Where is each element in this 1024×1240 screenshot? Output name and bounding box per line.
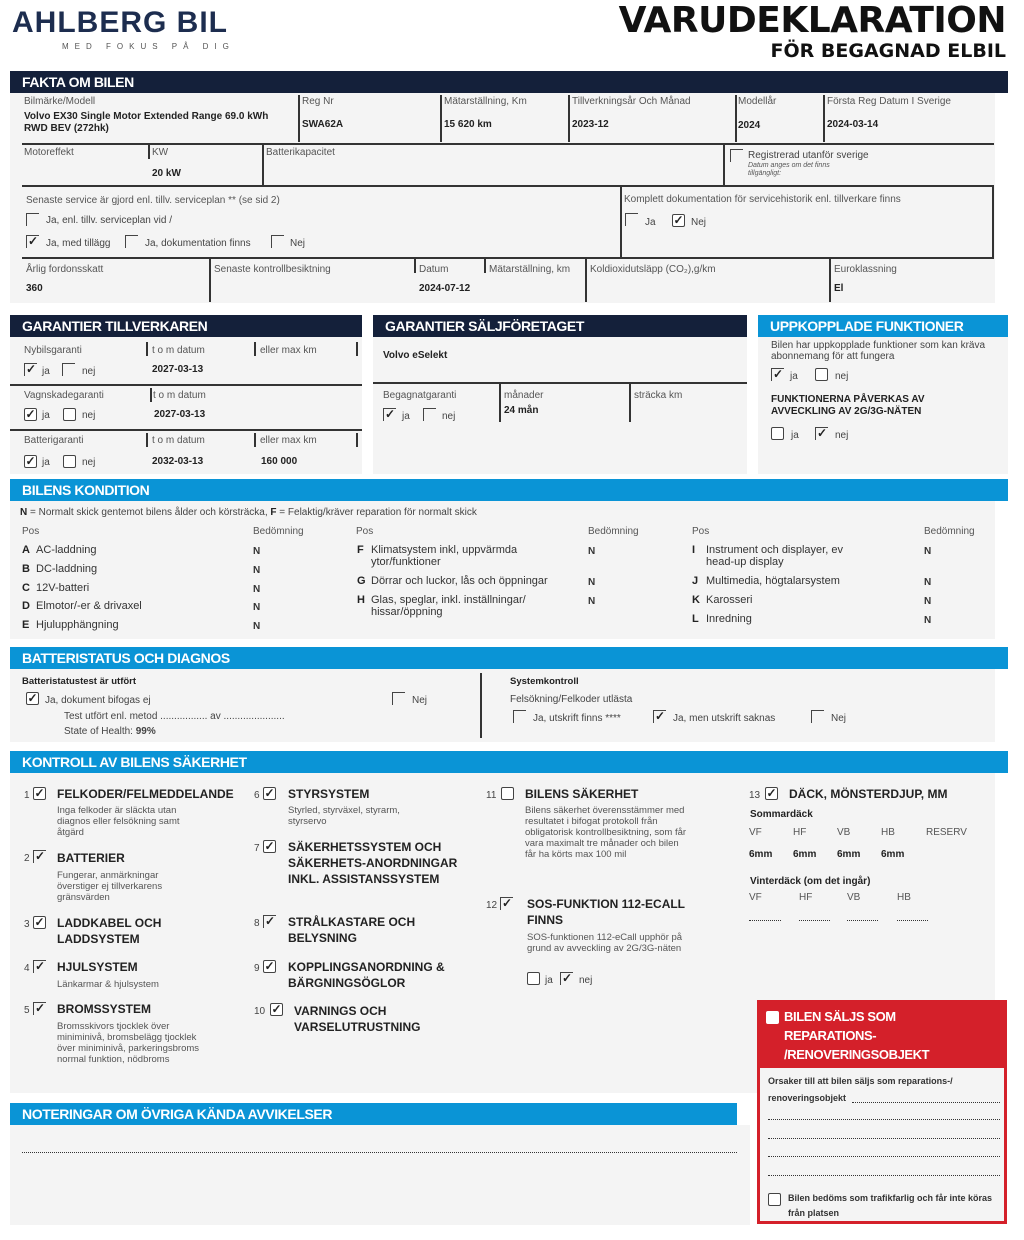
sys-opt3-label: Nej — [831, 713, 847, 724]
noteringar-header: NOTERINGAR OM ÖVRIGA KÄNDA AVVIKELSER — [10, 1103, 737, 1125]
condition-rating-e: N — [253, 621, 261, 632]
condition-label: Inredning — [706, 613, 752, 625]
safety-title-1: FELKODER/FELMEDDELANDE — [57, 787, 234, 801]
divider — [10, 384, 362, 386]
divider — [254, 433, 256, 447]
notes-line[interactable] — [22, 1152, 737, 1153]
safety-title-13: DÄCK, MÖNSTERDJUP, MM — [789, 787, 948, 801]
doc-history-label: Komplett dokumentation för servicehistorik enl. tillverkare finns — [624, 194, 901, 205]
summer-val-vf: 6mm — [749, 849, 773, 860]
safety-desc-5: Bromsskivors tjocklek över miniminivå, bromsbelägg tjocklek över miniminivå, parkeringsbroms normal funktion, nödbroms — [57, 1021, 200, 1065]
doc-ja-checkbox[interactable] — [625, 213, 638, 226]
divider — [356, 433, 358, 447]
batteri-nej-label: nej — [82, 457, 96, 468]
summer-col-hf: HF — [793, 827, 807, 838]
euro-value: El — [834, 283, 844, 294]
divider — [440, 95, 442, 142]
fakta-header: FAKTA OM BILEN — [10, 71, 1008, 93]
condition-rating-l: N — [924, 615, 932, 626]
safety-title-5: BROMSSYSTEM — [57, 1002, 152, 1016]
ecall-nej-checkbox[interactable]: ✓ — [561, 971, 573, 985]
nybil-date: 2027-03-13 — [152, 364, 204, 375]
divider — [480, 673, 482, 738]
winter-val-vf[interactable] — [749, 920, 781, 921]
divider — [484, 259, 486, 273]
system-check-sub: Felsökning/Felkoder utlästa — [510, 694, 633, 705]
vagnskada-tom-label: t o m datum — [153, 390, 206, 401]
model-value: Volvo EX30 Single Motor Extended Range 69.0 kWh RWD BEV (272hk) — [24, 111, 269, 134]
safety-desc-11: Bilens säkerhet överensstämmer med resultatet i bifogat protokoll från obligatorisk kontrollbesiktning, som får vara maximalt tre månader och bilen får ha körts max 100 mil — [525, 805, 687, 860]
rating-header-2: Bedömning — [588, 526, 639, 537]
used-warranty-nej-checkbox[interactable] — [423, 408, 436, 421]
condition-rating-k: N — [924, 596, 932, 607]
service-opt4-checkbox[interactable] — [271, 235, 284, 248]
repair-reason-line-5[interactable] — [768, 1175, 1000, 1176]
condition-pos: I — [692, 544, 696, 556]
condition-item-g — [357, 575, 548, 587]
legend-n-text: = Normalt skick gentemot bilens ålder och körsträcka, — [27, 507, 271, 518]
manufacture-value: 2023-12 — [572, 119, 609, 130]
pos-header-3: Pos — [692, 526, 710, 537]
reg-label: Reg Nr — [302, 96, 334, 107]
rating-header-3: Bedömning — [924, 526, 975, 537]
divider — [499, 384, 501, 422]
condition-label: Klimatsystem inkl, uppvärmda ytor/funktioner — [371, 544, 518, 568]
safety-title-2: BATTERIER — [57, 851, 125, 865]
ecall-nej-label: nej — [579, 975, 593, 986]
winter-col-vb: VB — [847, 892, 861, 903]
condition-label: AC-laddning — [36, 544, 97, 556]
safety-title-6: STYRSYSTEM — [288, 787, 370, 801]
network-nej-checkbox[interactable]: ✓ — [816, 426, 828, 440]
sys-opt2-label: Ja, men utskrift saknas — [673, 713, 776, 724]
condition-label: 12V-batteri — [36, 582, 90, 594]
divider — [373, 382, 747, 384]
safety-checkbox-8[interactable]: ✓ — [264, 914, 276, 928]
condition-label: Hjulupphängning — [36, 619, 119, 631]
divider — [568, 95, 570, 142]
network-nej-label: nej — [835, 430, 849, 441]
seller-warranty-program: Volvo eSelekt — [383, 350, 448, 361]
safety-num-7: 7 — [254, 843, 260, 854]
garantier-saljforetaget-header: GARANTIER SÄLJFÖRETAGET — [373, 315, 747, 337]
condition-pos: G — [357, 575, 366, 587]
safety-title-10: VARNINGS OCH VARSELUTRUSTNING — [294, 1004, 421, 1034]
condition-item-e — [22, 619, 119, 631]
soh-label: State of Health: — [64, 726, 136, 737]
safety-num-6: 6 — [254, 790, 260, 801]
safety-desc-4: Länkarmar & hjulsystem — [57, 979, 159, 990]
connected-ja-label: ja — [790, 371, 798, 382]
safety-num-3: 3 — [24, 919, 30, 930]
condition-pos: E — [22, 619, 30, 631]
state-of-health — [64, 726, 156, 737]
ecall-ja-label: ja — [545, 975, 553, 986]
condition-item-k — [692, 594, 752, 606]
service-opt3-checkbox[interactable] — [125, 235, 138, 248]
battery-test-title: Batteristatustest är utfört — [22, 676, 137, 687]
summer-tyres-label: Sommardäck — [750, 809, 813, 820]
condition-pos: H — [357, 594, 365, 606]
condition-rating-d: N — [253, 602, 261, 613]
battery-test-no-label: Nej — [412, 695, 428, 706]
divider — [148, 145, 150, 159]
unsafe-checkbox[interactable] — [768, 1193, 781, 1206]
safety-checkbox-6[interactable]: ✓ — [264, 786, 275, 800]
condition-rating-f: N — [588, 546, 596, 557]
safety-checkbox-9[interactable]: ✓ — [264, 959, 275, 973]
safety-num-11: 11 — [486, 790, 497, 801]
foreign-reg-label: Registrerad utanför sverige — [748, 150, 869, 161]
safety-num-1: 1 — [24, 790, 30, 801]
repair-reason-line-4[interactable] — [768, 1156, 1000, 1157]
safety-desc-1: Inga felkoder är släckta utan diagnos eller felsökning samt åtgärd — [57, 805, 180, 838]
vagnskada-ja-label: ja — [42, 410, 50, 421]
summer-val-vb: 6mm — [837, 849, 861, 860]
divider — [22, 257, 994, 259]
winter-val-hf[interactable] — [799, 920, 830, 921]
service-opt2-label: Ja, med tillägg — [46, 238, 111, 249]
safety-num-8: 8 — [254, 918, 260, 929]
condition-item-i — [692, 544, 892, 568]
brand-name: AHLBERG BIL — [12, 6, 228, 39]
condition-rating-h: N — [588, 596, 596, 607]
pos-header-1: Pos — [22, 526, 40, 537]
used-warranty-label: Begagnatgaranti — [383, 390, 457, 401]
divider — [823, 95, 825, 142]
safety-checkbox-5[interactable]: ✓ — [34, 1001, 46, 1015]
batteri-maxkm-label: eller max km — [260, 435, 317, 446]
manufacture-label: Tillverkningsår Och Månad — [572, 96, 691, 107]
condition-label: Glas, speglar, inkl. inställningar/ hissar/öppning — [371, 594, 526, 618]
condition-pos: J — [692, 575, 699, 587]
divider — [146, 342, 148, 356]
pos-header-2: Pos — [356, 526, 374, 537]
condition-pos: D — [22, 600, 30, 612]
vagnskada-ja-checkbox[interactable]: ✓ — [25, 407, 36, 421]
batteri-ja-label: ja — [42, 457, 50, 468]
batteri-garanti-label: Batterigaranti — [24, 435, 84, 446]
condition-item-f — [357, 544, 557, 568]
safety-num-9: 9 — [254, 963, 260, 974]
condition-item-c — [22, 582, 89, 594]
repair-box — [757, 1000, 1007, 1224]
network-question: FUNKTIONERNA PÅVERKAS AV AVVECKLING AV 2G/3G-NÄTEN — [771, 394, 925, 417]
safety-desc-12: SOS-funktionen 112-eCall upphör på grund av avveckling av 2G/3G-näten — [527, 932, 683, 954]
safety-num-4: 4 — [24, 963, 30, 974]
condition-item-a — [22, 544, 97, 556]
condition-item-b — [22, 563, 97, 575]
safety-num-13: 13 — [749, 790, 761, 801]
safety-title-9: KOPPLINGSANORDNING & BÄRGNINGSÖGLOR — [288, 960, 445, 990]
batteri-panel — [10, 669, 995, 742]
safety-checkbox-4[interactable]: ✓ — [34, 959, 46, 973]
safety-title-7: SÄKERHETSSYSTEM OCH SÄKERHETS-ANORDNINGAR INKL. ASSISTANSSYSTEM — [288, 840, 458, 886]
model-year-value: 2024 — [738, 120, 761, 131]
doc-nej-checkbox[interactable]: ✓ — [673, 213, 684, 227]
battery-capacity-label: Batterikapacitet — [266, 147, 335, 158]
used-warranty-ja-label: ja — [402, 411, 410, 422]
battery-test-method: Test utfört enl. metod ................. av ...................... — [64, 711, 285, 722]
condition-label: Dörrar och luckor, lås och öppningar — [371, 575, 548, 587]
winter-col-hb: HB — [897, 892, 911, 903]
repair-box-header — [760, 1003, 1004, 1068]
service-opt1-checkbox[interactable] — [26, 213, 39, 226]
ecall-ja-checkbox[interactable] — [527, 972, 540, 985]
winter-val-vb[interactable] — [847, 920, 878, 921]
condition-rating-b: N — [253, 565, 261, 576]
summer-col-vb: VB — [837, 827, 851, 838]
condition-rating-c: N — [253, 584, 261, 595]
odometer-label: Mätarställning, Km — [444, 96, 527, 107]
brand-logo — [12, 6, 235, 51]
battery-test-yes-label: Ja, dokument bifogas ej — [45, 695, 151, 706]
legend-f: F — [270, 507, 277, 518]
divider — [209, 259, 211, 302]
garantier-tillverkaren-panel — [10, 337, 362, 474]
network-ja-label: ja — [791, 430, 799, 441]
winter-val-hb[interactable] — [897, 920, 928, 921]
tax-value: 360 — [26, 283, 43, 294]
sys-opt3-checkbox[interactable] — [811, 710, 824, 723]
foreign-reg-note: Datum anges om det finns tillgängligt: — [748, 162, 830, 177]
batteri-header: BATTERISTATUS OCH DIAGNOS — [10, 647, 1008, 669]
safety-checkbox-11[interactable] — [501, 787, 514, 800]
condition-label: Instrument och displayer, ev head-up display — [706, 544, 843, 568]
safety-checkbox-12[interactable]: ✓ — [501, 896, 513, 910]
divider — [992, 186, 994, 258]
kondition-header: BILENS KONDITION — [10, 479, 1008, 501]
battery-test-yes-checkbox[interactable]: ✓ — [27, 691, 38, 705]
brand-tagline: MED FOKUS PÅ DIG — [62, 42, 235, 51]
vagnskada-nej-checkbox[interactable] — [63, 408, 76, 421]
condition-label: Multimedia, högtalarsystem — [706, 575, 840, 587]
divider — [723, 145, 725, 185]
batteri-tom-label: t o m datum — [152, 435, 205, 446]
batteri-km: 160 000 — [261, 456, 298, 467]
first-reg-value: 2024-03-14 — [827, 119, 879, 130]
condition-pos: K — [692, 594, 700, 606]
kondition-legend — [20, 507, 477, 518]
document-title: VARUDEKLARATION — [618, 0, 1006, 41]
garantier-tillverkaren-header: GARANTIER TILLVERKAREN — [10, 315, 362, 337]
nybil-ja-label: ja — [42, 366, 50, 377]
months-label: månader — [504, 390, 544, 401]
system-check-title: Systemkontroll — [510, 676, 579, 687]
safety-title-12: SOS-FUNKTION 112-ECALL FINNS — [527, 897, 685, 927]
nybil-nej-label: nej — [82, 366, 96, 377]
safety-checkbox-7[interactable]: ✓ — [264, 839, 275, 853]
document-subtitle: FÖR BEGAGNAD ELBIL — [770, 40, 1006, 62]
repair-reason-line-3[interactable] — [768, 1138, 1000, 1139]
repair-reason: Orsaker till att bilen säljs som reparations-/ renoveringsobjekt — [768, 1076, 953, 1103]
condition-item-l — [692, 613, 752, 625]
repair-reason-line-1[interactable] — [852, 1102, 1000, 1103]
kw-label: KW — [152, 147, 169, 158]
service-opt4-label: Nej — [290, 238, 306, 249]
condition-rating-a: N — [253, 546, 261, 557]
condition-pos: B — [22, 563, 30, 575]
repair-checkbox[interactable] — [766, 1011, 779, 1024]
distance-label: sträcka km — [634, 390, 683, 401]
condition-rating-j: N — [924, 577, 932, 588]
nybil-ja-checkbox[interactable]: ✓ — [25, 362, 37, 376]
model-label: Bilmärke/Modell — [24, 96, 96, 107]
nybil-maxkm-label: eller max km — [260, 345, 317, 356]
inspection-date-value: 2024-07-12 — [419, 283, 471, 294]
co2-label: Koldioxidutsläpp (CO₂),g/km — [590, 264, 716, 275]
divider — [629, 384, 631, 422]
safety-num-10: 10 — [254, 1006, 266, 1017]
safety-checkbox-13[interactable]: ✓ — [766, 786, 777, 800]
sakerhet-header: KONTROLL AV BILENS SÄKERHET — [10, 751, 1008, 773]
repair-reason-line-2[interactable] — [768, 1119, 1000, 1120]
service-label: Senaste service är gjord enl. tillv. serviceplan ** (se sid 2) — [26, 195, 280, 206]
winter-col-vf: VF — [749, 892, 762, 903]
safety-num-2: 2 — [24, 853, 30, 864]
inspection-odo-label: Mätarställning, km — [489, 264, 571, 275]
connected-ja-checkbox[interactable]: ✓ — [772, 367, 784, 381]
odometer-value: 15 620 km — [444, 119, 492, 130]
divider — [10, 429, 362, 431]
condition-label: Karosseri — [706, 594, 753, 606]
motor-label: Motoreffekt — [24, 147, 74, 158]
uppkopplade-header: UPPKOPPLADE FUNKTIONER — [758, 315, 1008, 337]
divider — [735, 95, 737, 142]
network-ja-checkbox[interactable] — [771, 427, 784, 440]
connected-nej-label: nej — [835, 371, 849, 382]
safety-checkbox-3[interactable]: ✓ — [34, 915, 45, 929]
foreign-reg-checkbox[interactable] — [730, 149, 743, 162]
doc-nej-label: Nej — [691, 217, 707, 228]
winter-tyres-label: Vinterdäck (om det ingår) — [750, 876, 871, 887]
condition-item-h — [357, 594, 587, 618]
model-year-label: Modellår — [738, 96, 777, 107]
condition-item-j — [692, 575, 840, 587]
vagnskada-nej-label: nej — [82, 410, 96, 421]
summer-val-hb: 6mm — [881, 849, 905, 860]
safety-title-11: BILENS SÄKERHET — [525, 787, 639, 801]
doc-ja-label: Ja — [645, 217, 656, 228]
safety-desc-2: Fungerar, anmärkningar överstiger ej tillverkarens gränsvärden — [57, 870, 163, 903]
divider — [298, 95, 300, 142]
inspection-date-label: Datum — [419, 264, 449, 275]
soh-value: 99% — [135, 726, 156, 737]
safety-desc-6: Styrled, styrväxel, styrarm, styrservo — [288, 805, 400, 827]
summer-col-vf: VF — [749, 827, 762, 838]
inspection-label: Senaste kontrollbesiktning — [214, 264, 331, 275]
summer-val-hf: 6mm — [793, 849, 817, 860]
divider — [22, 185, 994, 187]
divider — [22, 143, 994, 145]
sys-opt2-checkbox[interactable]: ✓ — [654, 709, 666, 723]
condition-label: DC-laddning — [36, 563, 98, 575]
reg-value: SWA62A — [302, 119, 344, 130]
safety-num-12: 12 — [486, 900, 498, 911]
legend-f-text: = Felaktig/kräver reparation för normalt skick — [276, 507, 477, 518]
repair-title: BILEN SÄLJS SOM REPARATIONS- /RENOVERINGSOBJEKT — [784, 1009, 930, 1062]
summer-col-reserv: RESERV — [926, 827, 967, 838]
condition-pos: A — [22, 544, 30, 556]
safety-title-4: HJULSYSTEM — [57, 960, 138, 974]
batteri-ja-checkbox[interactable]: ✓ — [25, 454, 36, 468]
vagnskada-date: 2027-03-13 — [154, 409, 206, 420]
first-reg-label: Första Reg Datum I Sverige — [827, 96, 951, 107]
tax-label: Årlig fordonsskatt — [26, 264, 104, 275]
euro-label: Euroklassning — [834, 264, 897, 275]
sys-opt1-label: Ja, utskrift finns **** — [533, 713, 621, 724]
noteringar-panel — [10, 1125, 750, 1225]
sys-opt1-checkbox[interactable] — [513, 710, 526, 723]
kw-value: 20 kW — [152, 168, 181, 179]
condition-pos: C — [22, 582, 30, 594]
kondition-panel — [10, 501, 995, 639]
divider — [150, 388, 152, 402]
summer-col-hb: HB — [881, 827, 895, 838]
service-opt3-label: Ja, dokumentation finns — [145, 238, 251, 249]
winter-col-hf: HF — [799, 892, 813, 903]
vagnskada-label: Vagnskadegaranti — [24, 390, 104, 401]
divider — [414, 259, 416, 273]
divider — [356, 342, 358, 356]
safety-title-8: STRÅLKASTARE OCH BELYSNING — [288, 915, 416, 945]
service-opt2-checkbox[interactable]: ✓ — [27, 234, 39, 248]
connected-question: Bilen har uppkopplade funktioner som kan kräva abonnemang för att fungera — [771, 340, 986, 362]
used-warranty-ja-checkbox[interactable]: ✓ — [384, 407, 396, 421]
condition-pos: F — [357, 544, 364, 556]
condition-label: Elmotor/-er & drivaxel — [36, 600, 142, 612]
used-warranty-nej-label: nej — [442, 411, 456, 422]
safety-checkbox-2[interactable]: ✓ — [34, 849, 46, 863]
divider — [254, 342, 256, 356]
rating-header-1: Bedömning — [253, 526, 304, 537]
condition-rating-i: N — [924, 546, 932, 557]
condition-rating-g: N — [588, 577, 596, 588]
divider — [262, 145, 264, 185]
divider — [829, 259, 831, 302]
condition-pos: L — [692, 613, 699, 625]
safety-checkbox-10[interactable]: ✓ — [271, 1002, 282, 1016]
divider — [620, 186, 622, 258]
nybil-label: Nybilsgaranti — [24, 345, 82, 356]
connected-nej-checkbox[interactable] — [815, 368, 828, 381]
nybil-tom-label: t o m datum — [152, 345, 205, 356]
months-value: 24 mån — [504, 405, 539, 416]
safety-title-3: LADDKABEL OCH LADDSYSTEM — [57, 916, 162, 946]
safety-checkbox-1[interactable]: ✓ — [34, 786, 45, 800]
legend-n: N — [20, 507, 28, 518]
nybil-nej-checkbox[interactable] — [62, 363, 75, 376]
safety-num-5: 5 — [24, 1005, 30, 1016]
condition-item-d — [22, 600, 142, 612]
batteri-nej-checkbox[interactable] — [63, 455, 76, 468]
unsafe-label: Bilen bedöms som trafikfarlig och får inte köras från platsen — [788, 1193, 993, 1218]
divider — [585, 259, 587, 302]
divider — [146, 433, 148, 447]
batteri-date: 2032-03-13 — [152, 456, 204, 467]
battery-test-no-checkbox[interactable] — [392, 692, 405, 705]
service-opt1-label: Ja, enl. tillv. serviceplan vid / — [46, 215, 172, 226]
